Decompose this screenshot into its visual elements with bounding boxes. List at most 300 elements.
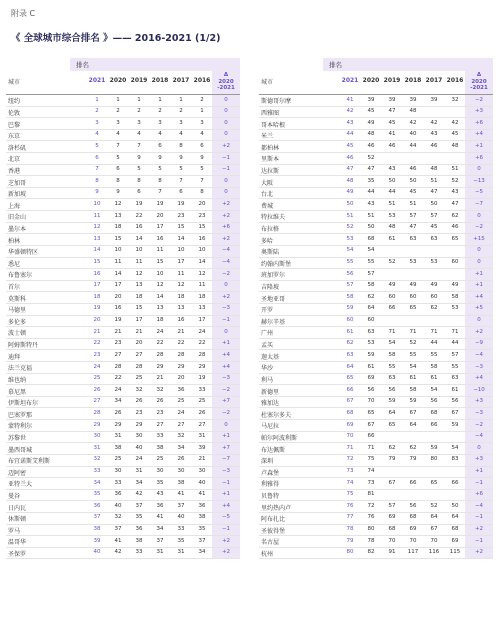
rank-change: −3 [221,468,231,474]
rank-2020: 21 [114,328,122,335]
city-name: 奥斯陆 [261,249,280,257]
rank-2018: 51 [409,200,417,207]
rank-2020: 10 [114,247,122,254]
rank-2018: 43 [156,491,164,498]
table-row [6,269,240,281]
table-row [259,374,493,386]
rank-2018: 25 [156,456,164,463]
rank-2018: 23 [156,409,164,416]
rank-change: −2 [221,270,231,277]
rank-2020: 6 [116,166,120,173]
rank-2016: 56 [451,398,459,405]
city-name: 苏黎世 [8,434,27,442]
year-2018-header: 2018 [151,77,169,84]
table-row [6,455,240,467]
change-range: 2020 -2021 [217,78,235,91]
rank-change: −7 [474,200,484,207]
rank-2017: 47 [430,189,438,196]
rank-2017: 50 [430,200,438,207]
city-name: 罗马 [8,527,21,535]
rank-2018: 13 [156,305,164,312]
table-row [259,525,493,537]
rank-2020: 31 [114,433,122,440]
rank-2021: 78 [346,526,354,533]
rank-2017: 80 [430,456,438,463]
rank-2021: 65 [346,375,354,382]
table-row [259,432,493,444]
rank-2019: 25 [135,375,143,382]
rank-2016: 35 [198,526,206,533]
rank-2017: 30 [177,468,185,474]
table-body-left [6,95,240,559]
rank-change: +1 [474,270,484,277]
rank-2021: 68 [346,409,354,416]
rank-2017: 48 [430,166,438,173]
rank-2018: 21 [156,375,164,382]
rank-2017: 34 [177,444,185,451]
table-row [259,153,493,165]
rank-2019: 79 [388,456,396,463]
rank-2016: 61 [451,386,459,393]
rank-change: −7 [221,456,231,463]
rank-2019: 18 [135,293,143,300]
table-row [6,118,240,130]
rank-2017: 54 [430,386,438,393]
table-row [6,304,240,316]
rank-2019: 56 [388,386,396,393]
rank-2020: 34 [114,398,122,405]
rank-2018: 1 [158,96,162,103]
rank-2016: 83 [451,456,459,463]
rank-2017: 23 [177,212,185,219]
city-name: 悉尼 [8,260,21,268]
rank-change: +3 [474,456,484,463]
rank-2019: 14 [135,235,143,242]
rank-2018: 69 [409,526,417,533]
rank-2021: 52 [346,224,354,231]
rank-2016: 5 [200,166,204,173]
city-name: 赫尔辛基 [261,318,286,326]
rank-2021: 49 [346,189,354,196]
table-row [6,525,240,537]
table-row [259,118,493,130]
rank-2018: 17 [156,224,164,231]
rank-2017: 35 [177,537,185,544]
rank-2016: 51 [451,166,459,173]
rank-2021: 25 [93,375,101,382]
rank-2020: 2 [116,108,120,115]
rank-2017: 36 [177,386,185,393]
rank-2019: 31 [135,468,143,474]
rank-2021: 10 [93,200,101,207]
rank-2019: 71 [388,328,396,335]
rank-2017: 8 [179,142,183,149]
rank-2016: 50 [451,502,459,509]
rank-2016: 48 [451,142,459,149]
rank-2020: 63 [367,328,375,335]
rank-2018: 58 [409,386,417,393]
rank-2016: 66 [451,479,459,486]
rank-2016: 21 [198,456,206,463]
rank-2020: 81 [367,491,375,498]
table-row [259,536,493,548]
rank-2020: 14 [114,270,122,277]
rank-2019: 2 [137,108,141,115]
table-row [6,501,240,513]
city-name: 上海 [8,202,21,210]
city-name: 温哥华 [8,539,27,547]
rank-2021: 47 [346,166,354,173]
rank-2021: 79 [346,537,354,544]
rank-2019: 20 [135,340,143,347]
city-name: 波士顿 [8,330,27,338]
rank-2019: 70 [388,537,396,544]
rank-2020: 24 [114,386,122,393]
year-2020-header: 2020 [362,77,380,84]
rank-2021: 34 [93,479,101,486]
rank-2019: 62 [388,444,396,451]
year-2018-header: 2018 [404,77,422,84]
rank-change: +6 [221,224,231,231]
rank-2019: 5 [137,166,141,173]
change-header [212,72,240,92]
rank-2016: 39 [198,444,206,451]
table-row [6,513,240,525]
rank-2017: 57 [430,212,438,219]
rank-2021: 50 [346,200,354,207]
rank-2019: 52 [388,259,396,266]
rank-change: +2 [221,200,231,207]
year-2016-header: 2016 [193,77,211,84]
rank-2018: 50 [409,177,417,184]
rank-2021: 33 [93,468,101,474]
rank-2020: 22 [114,375,122,382]
rank-2020: 15 [114,235,122,242]
rank-2019: 4 [137,131,141,138]
year-2020-header: 2020 [109,77,127,84]
rank-2018: 64 [409,421,417,428]
city-name: 旧金山 [8,214,27,222]
city-name: 吉隆坡 [261,284,280,292]
rank-2019: 29 [135,421,143,428]
rank-2017: 31 [177,549,185,556]
rank-2017: 37 [177,502,185,509]
rank-2016: 67 [451,409,459,416]
rank-2016: 49 [451,282,459,289]
rank-2018: 8 [158,177,162,184]
rank-2021: 39 [93,537,101,544]
rank-2021: 72 [346,456,354,463]
city-name: 帕尔阿波利斯 [261,434,298,442]
rank-change: +7 [221,444,231,451]
rank-change: −9 [474,340,484,347]
rank-2021: 74 [346,479,354,486]
city-column-header: 城市 [261,79,274,86]
rank-change: +4 [474,375,484,382]
rank-2020: 65 [367,409,375,416]
rank-2021: 18 [93,293,101,300]
rank-2016: 65 [451,235,459,242]
rank-2018: 35 [156,479,164,486]
rank-2017: 70 [430,537,438,544]
rank-2021: 11 [93,212,101,219]
rank-2021: 31 [93,444,101,451]
table-row [6,362,240,374]
rank-2016: 17 [198,317,206,324]
city-name: 墨尔本 [8,226,27,233]
city-name: 曼谷 [8,493,21,501]
rank-2021: 80 [346,549,354,556]
rank-change: 0 [224,282,228,289]
rank-2018: 9 [158,154,162,161]
rank-change: +6 [474,119,484,126]
rank-2016: 26 [198,409,206,416]
rank-2017: 16 [177,317,185,324]
rank-2019: 51 [388,200,396,207]
rank-change: +2 [221,549,231,556]
rank-2018: 49 [409,282,417,289]
rank-2018: 71 [409,328,417,335]
rank-2021: 35 [93,491,101,498]
rank-change: −1 [221,154,231,161]
rank-2018: 29 [156,363,164,370]
rank-2018: 42 [409,119,417,126]
rank-2018: 16 [156,235,164,242]
rank-2020: 27 [114,351,122,358]
rank-2021: 45 [346,142,354,149]
rank-2019: 45 [388,119,396,126]
rank-2020: 38 [114,444,122,451]
rank-2020: 47 [367,166,375,173]
rank-2019: 32 [135,386,143,393]
city-name: 布拉格 [261,226,280,233]
rank-2018: 37 [156,537,164,544]
rank-2016: 32 [451,96,459,103]
rank-2017: 29 [177,363,185,370]
rank-2016: 43 [451,189,459,196]
rank-2020: 23 [114,340,122,347]
city-name: 莫斯科 [8,295,27,303]
city-name: 马德里 [8,307,27,315]
city-name: 斯德哥尔摩 [261,98,292,106]
table-row [259,513,493,525]
rank-2021: 66 [346,386,354,393]
table-row [259,141,493,153]
rank-change: +1 [474,468,484,474]
rank-2019: 68 [388,526,396,533]
rank-change: 0 [477,259,481,266]
rank-2020: 44 [367,189,375,196]
rank-2017: 52 [430,502,438,509]
rank-2019: 28 [135,363,143,370]
rank-2019: 49 [388,282,396,289]
table-row [259,188,493,200]
rank-2019: 30 [135,433,143,440]
table-row [6,397,240,409]
rank-2018: 53 [409,259,417,266]
rank-2016: 41 [198,491,206,498]
rank-2017: 10 [177,247,185,254]
rank-change: −1 [474,479,484,486]
rank-2018: 4 [158,131,162,138]
rank-2018: 7 [158,189,162,196]
rank-2021: 1 [95,96,99,103]
rank-2019: 22 [135,212,143,219]
rank-2020: 54 [367,247,375,254]
rank-2016: 115 [449,549,461,556]
rank-2018: 56 [409,502,417,509]
rank-2016: 36 [198,502,206,509]
city-name: 费城 [261,202,274,210]
rank-2018: 12 [156,282,164,289]
table-row [259,490,493,502]
rank-2021: 60 [346,317,354,324]
rank-change: 0 [477,247,481,254]
appendix-label: 附录 C [11,9,36,18]
rank-2021: 43 [346,119,354,126]
rank-2020: 18 [114,224,122,231]
rank-2017: 38 [177,479,185,486]
rank-2018: 3 [158,119,162,126]
rank-2019: 41 [388,131,396,138]
rank-2017: 65 [430,479,438,486]
rank-2018: 68 [409,514,417,521]
rank-2016: 69 [451,537,459,544]
rank-2018: 59 [409,398,417,405]
table-row [259,339,493,351]
rank-2019: 53 [388,212,396,219]
city-name: 休斯顿 [8,516,27,524]
city-name: 哥本哈根 [261,121,286,129]
table-row [6,408,240,420]
delta-symbol: Δ [476,72,482,78]
rank-2019: 91 [388,549,396,556]
rank-change: +1 [221,433,231,440]
rank-2020: 36 [114,491,122,498]
table-body-right [259,95,493,559]
rank-2016: 20 [198,200,206,207]
rank-change: −1 [221,166,231,173]
rank-change: +7 [221,398,231,405]
rank-2017: 5 [179,166,183,173]
rank-2018: 14 [156,293,164,300]
rank-2019: 57 [388,502,396,509]
rank-2020: 62 [367,293,375,300]
rank-2016: 38 [198,514,206,521]
rank-2020: 20 [114,293,122,300]
rank-2021: 38 [93,526,101,533]
rank-2020: 7 [116,142,120,149]
city-name: 首尔 [8,284,21,292]
rank-2018: 18 [156,317,164,324]
city-name: 利马 [261,376,274,384]
rank-2020: 69 [367,375,375,382]
table-row [259,95,493,107]
rank-change: −1 [474,514,484,521]
rank-2017: 19 [177,200,185,207]
city-name: 名古屋 [261,539,280,547]
column-header-row [6,71,240,95]
rank-2016: 46 [451,224,459,231]
rank-2016: 2 [200,96,204,103]
rank-band-label: 排名 [329,61,342,69]
table-row [259,199,493,211]
rank-change: +2 [474,549,484,556]
rank-2018: 36 [156,502,164,509]
rank-change: −2 [221,386,231,393]
rank-2019: 27 [135,351,143,358]
rank-2017: 11 [177,270,185,277]
rank-2021: 2 [95,108,99,115]
year-2017-header: 2017 [172,77,190,84]
rank-2020: 74 [367,468,375,474]
rank-2017: 26 [177,456,185,463]
rank-2021: 3 [95,119,99,126]
table-row [259,246,493,258]
city-name: 约翰内斯堡 [261,260,292,268]
rank-2016: 60 [451,259,459,266]
table-row [6,95,240,107]
city-name: 马尼拉 [261,423,280,431]
city-name: 东京 [8,133,21,141]
rank-2019: 60 [388,293,396,300]
rank-2020: 1 [116,96,120,103]
city-name: 大阪 [261,179,274,187]
table-row [6,234,240,246]
table-row [259,350,493,362]
column-header-row [259,71,493,95]
city-name: 阿姆斯特丹 [8,342,39,350]
rank-2018: 38 [156,444,164,451]
rank-2021: 36 [93,502,101,509]
rank-2021: 4 [95,131,99,138]
rank-2018: 26 [156,398,164,405]
table-row [259,385,493,397]
rank-change: −10 [473,386,485,393]
rank-2021: 13 [93,235,101,242]
rank-2016: 14 [198,259,206,266]
rank-change: +2 [221,235,231,242]
city-name: 特拉维夫 [261,214,286,222]
city-name: 布鲁塞尔 [8,272,33,280]
rank-2020: 71 [367,444,375,451]
rank-2021: 8 [95,177,99,184]
table-row [259,455,493,467]
city-name: 新德里 [261,388,280,396]
rank-2021: 42 [346,108,354,115]
rank-2018: 30 [156,468,164,474]
rank-2018: 34 [156,526,164,533]
rank-change: −2 [474,224,484,231]
rank-change: −1 [221,526,231,533]
rank-change: +2 [474,526,484,533]
table-row [6,165,240,177]
table-row [259,443,493,455]
rank-2016: 59 [451,421,459,428]
rank-2019: 64 [388,409,396,416]
rank-2019: 63 [388,375,396,382]
rank-2019: 42 [135,491,143,498]
table-row [6,153,240,165]
rank-2021: 30 [93,433,101,440]
rank-2017: 44 [430,340,438,347]
table-row [6,292,240,304]
rank-2019: 58 [388,351,396,358]
rank-2016: 71 [451,328,459,335]
rank-2021: 5 [95,142,99,149]
rank-2018: 79 [409,456,417,463]
rank-2020: 73 [367,479,375,486]
